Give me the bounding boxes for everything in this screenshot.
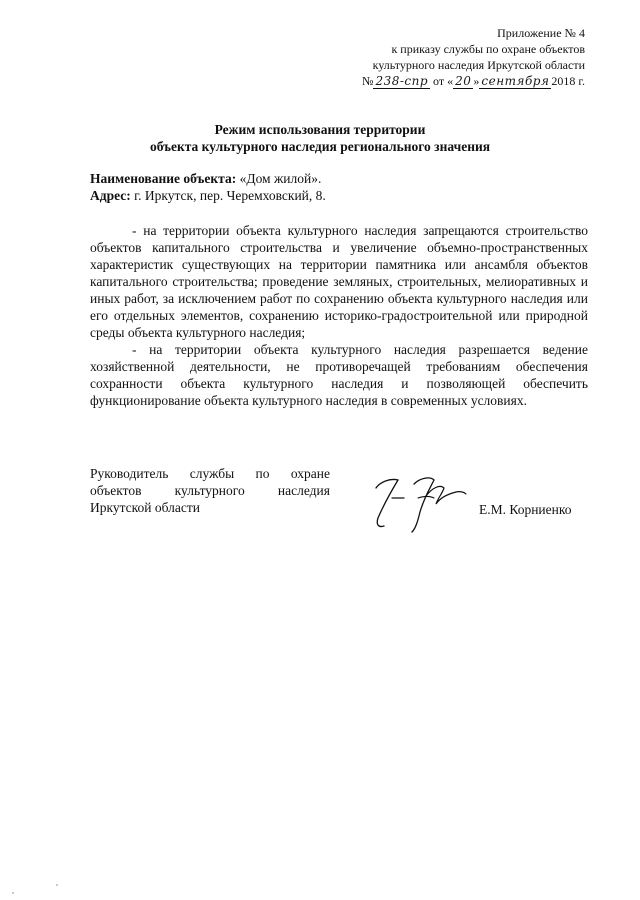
order-day-handwritten: 20 [455,74,472,88]
appendix-order-ref: к приказу службы по охране объектов [391,42,585,56]
appendix-block [325,25,585,89]
position-line-1: Руководитель службы по охране [90,466,330,481]
regime-body [90,222,588,409]
signatory-position [90,465,330,516]
object-name-row [90,170,590,187]
object-name-value: «Дом жилой». [236,171,322,186]
order-month-handwritten: сентября [481,74,550,88]
object-address-value: г. Иркутск, пер. Черемховский, 8. [130,188,326,203]
appendix-authority: культурного наследия Иркутской области [372,58,585,72]
order-year: 2018 г. [551,74,585,88]
object-address-label: Адрес: [90,188,131,203]
object-address-row [90,187,590,204]
title-line-1: Режим использования территории [214,122,426,137]
document-title [0,121,640,155]
scan-speck [12,892,14,894]
order-number-prefix: № [361,74,374,88]
order-from-label: от « [433,74,454,88]
permissions-paragraph: - на территории объекта культурного наследия разрешается ведение хозяйственной деятельности, не противоречащей требованиям обеспечения сохранности объекта культурного наследия и позволяющей обеспечить функционирование объекта культурного наследия в современных условиях. [90,342,588,408]
order-day-close: » [473,74,480,88]
appendix-title: Приложение № 4 [497,26,585,40]
handwritten-signature [368,468,468,538]
prohibitions-paragraph: - на территории объекта культурного наследия запрещаются строительство объектов капитального строительства и увеличение объемно-пространственных характеристик существующих на территории памятника или ансамбля объектов капитального строительства; проведение земляных, строительных, мелиоративных и иных работ, за исключением работ по сохранению объекта культурного наследия или его отдельных элементов, сохранению историко-градостроительной или природной среды объекта культурного наследия; [90,223,588,340]
title-line-2: объекта культурного наследия регионального значения [149,139,491,154]
object-name-label: Наименование объекта: [90,171,237,186]
scan-speck [56,884,58,886]
signatory-name: Е.М. Корниенко [479,502,572,517]
position-line-3: Иркутской области [90,500,201,515]
position-line-2: объектов культурного наследия [90,483,330,498]
order-number-handwritten: 238-спр [375,74,429,88]
order-line [325,73,585,89]
object-meta [90,170,590,204]
